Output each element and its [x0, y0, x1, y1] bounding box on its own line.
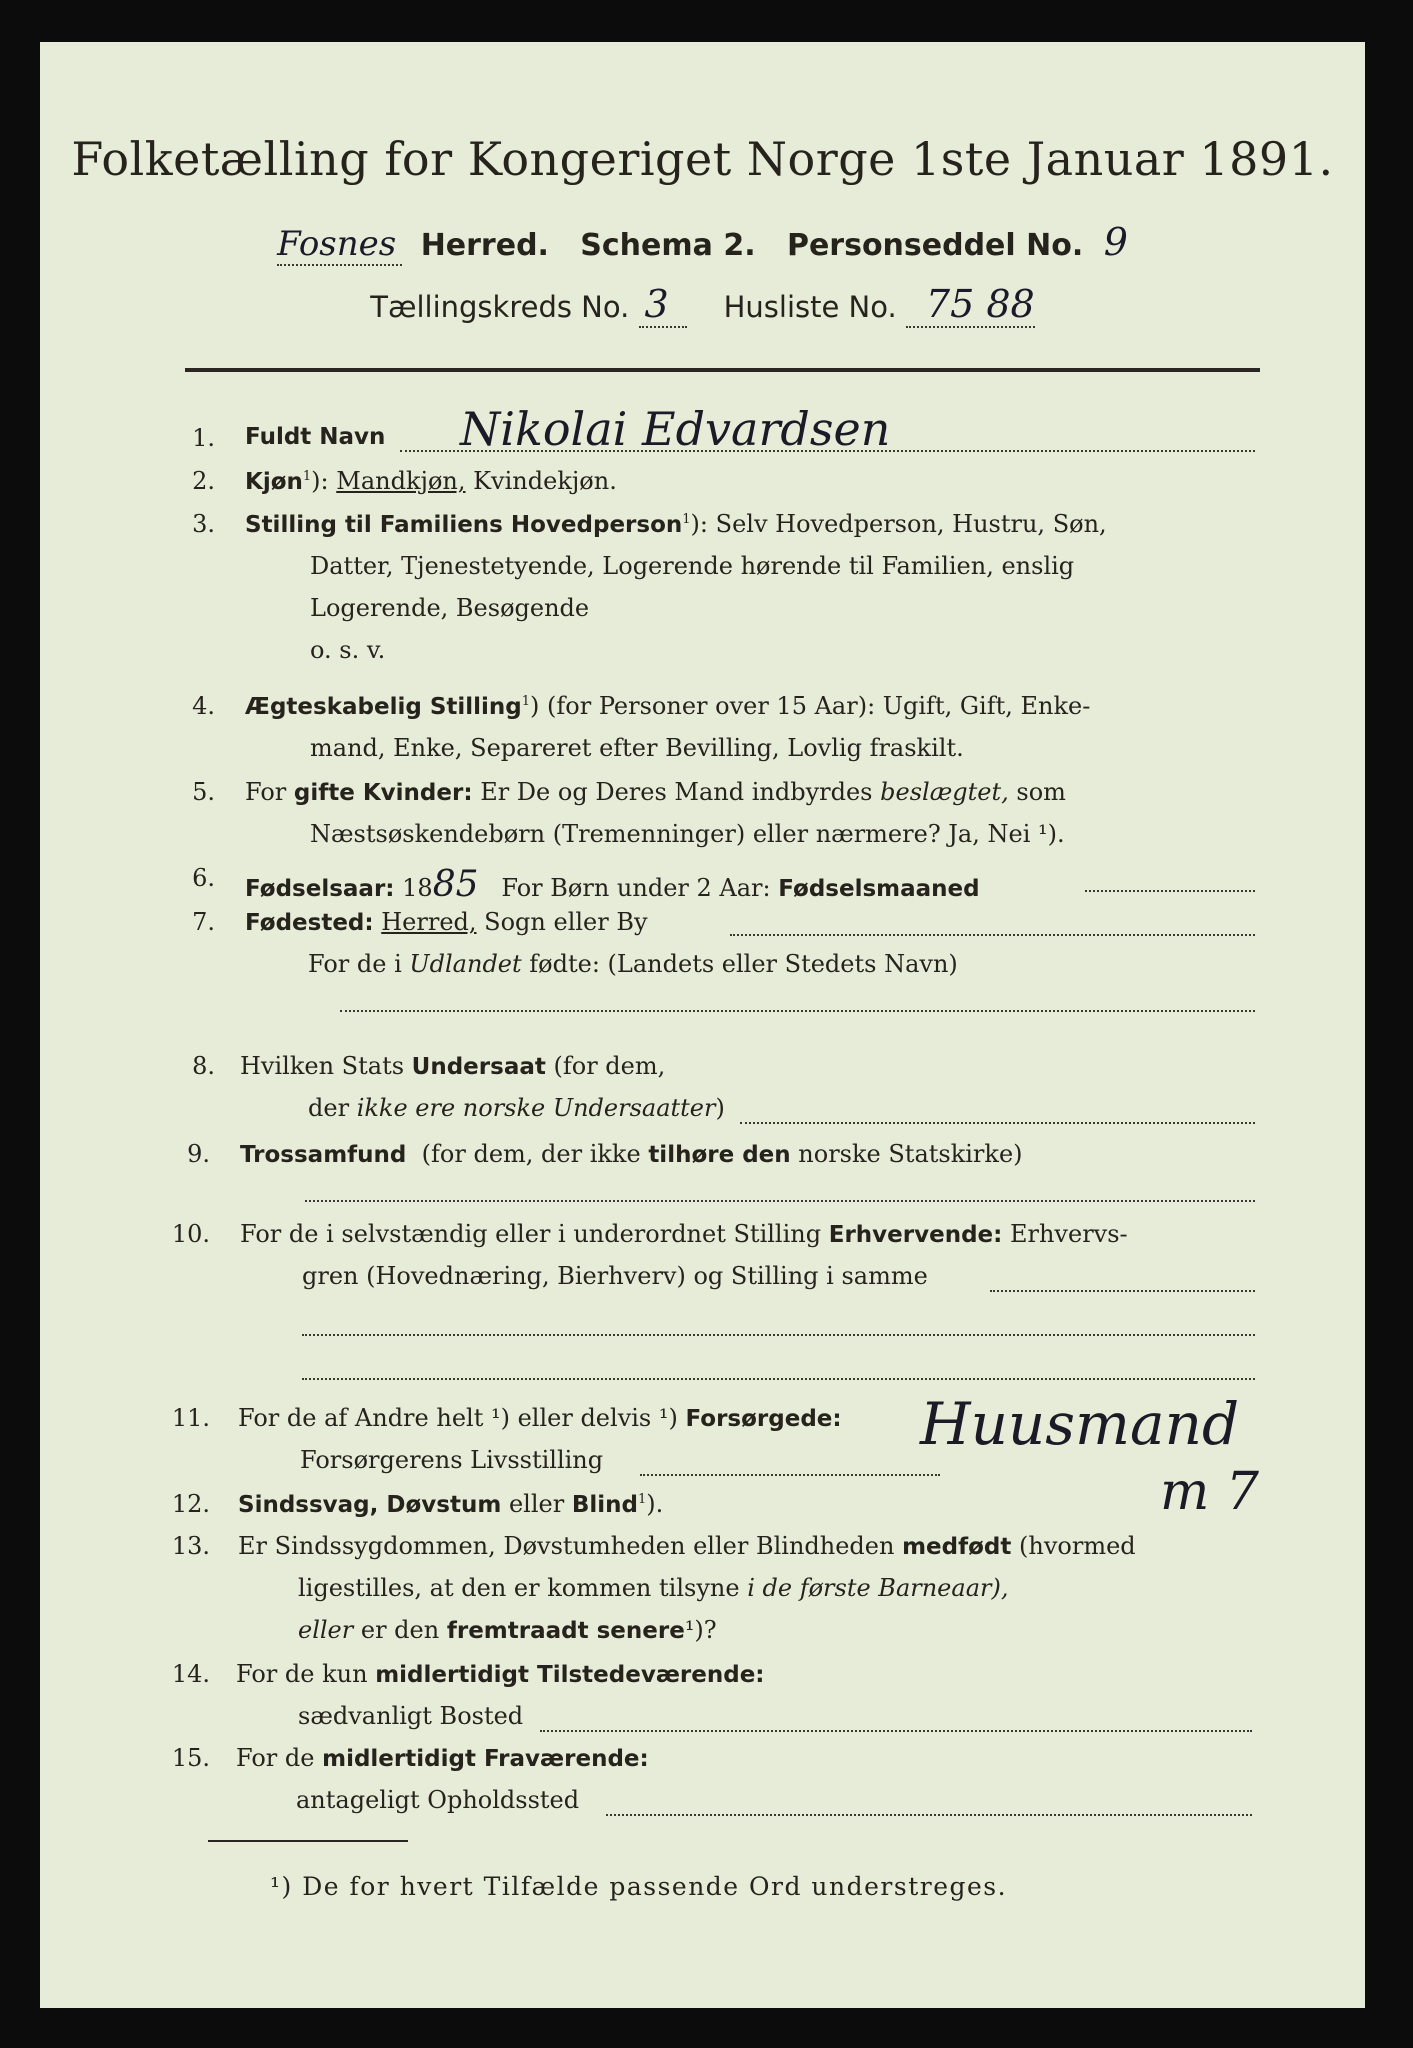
item-text: For de kun [236, 1660, 368, 1688]
item-3-line-2: Datter, Tjenestetyende, Logerende hørende til Familien, enslig [310, 552, 1075, 580]
item-text: For Børn under 2 Aar: [501, 874, 771, 902]
item-text-italic: ikke ere norske Undersaatter [356, 1094, 716, 1122]
item-15-answer-line [606, 1814, 1252, 1816]
item-4-line-2: mand, Enke, Separeret efter Bevilling, Lovlig fraskilt. [310, 734, 964, 762]
item-13-line-3 [298, 1616, 717, 1644]
item-text: Sogn eller By [484, 908, 648, 936]
census-form: Folketælling for Kongeriget Norge 1ste Januar 1891. Fosnes Herred. Schema 2. Personseddel No. 9 Tællingskreds No. 3 Husliste No. 75 88 1. Fuldt Navn Nikolai Edvardsen 2. Kjøn$^1$): Mandkjøn, Kvindekjøn. 3. Stilling til Familiens Hovedperson$^1$): Selv Hovedperson, Hustru, Søn, Datter, Tjenestetyende, Logerende hørende til Familien, enslig Logerende, Besøgende o. s. v. 4. Ægteskabelig Stilling$^1$) (for Personer over 15 Aar): Ugift, Gift, Enke- mand, Enke, Separeret efter Bevilling, Lovlig fraskilt. 5. For gifte Kvinder: Er De og Deres Mand indbyrdes beslægtet, som Næstsøskendebørn (Tremenninger) eller nærmere? Ja, Nei ¹). 6. Fødselsaar: 1885 For Børn under 2 Aar: Fødselsmaaned 7. Fødested: Herred, Sogn eller By For de i Udlandet fødte: (Landets eller Stedets Navn) 8. Hvilken Stats Undersaat (for dem, der ikke ere norske Undersaatter) 9. Trossamfund (for dem, der ikke tilhøre den norske Statskirke) 10. For de i selvstændig eller i underordnet Stilling Erhvervende: Erhvervs- gren (Hovednæring, Bierhverv) og Stilling i samme 11. For de af Andre helt ¹) eller delvis ¹) Forsørgede: Forsørgerens Livsstilling Huusmand 12. Sindssvag, Døvstum eller Blind$^1$). m 7 13. Er Sindssygdommen, Døvstumheden eller Blindheden medfødt (hvormed ligestilles, at den er kommen tilsyne i de første Barneaar), eller er den fremtraadt senere¹)? 14. For de kun midlertidigt Tilstedeværende: sædvanligt Bosted 15. For de midlertidigt Fraværende: antageligt Opholdssted ¹) De for hvert Tilfælde passende Ord understreges. [40, 42, 1365, 2008]
item-number: 13. [171, 1532, 210, 1560]
item-number: 7. [192, 908, 215, 936]
item-9-answer-line [305, 1200, 1255, 1202]
item-14-line-2 [298, 1702, 523, 1730]
item-number: 1. [192, 424, 215, 452]
item-label-3: fremtraadt senere [446, 1618, 685, 1644]
item-text-end: ¹)? [684, 1616, 717, 1644]
item-label: gifte Kvinder: [293, 780, 473, 806]
item-14-answer-line [540, 1730, 1252, 1732]
item-text-2: (for dem, [553, 1052, 666, 1080]
item-text: Er Sindssygdommen, Døvstumheden eller Blindheden [238, 1532, 895, 1560]
item-15-line-2 [296, 1786, 579, 1814]
item-5-line-2: Næstsøskendebørn (Tremenninger) eller nærmere? Ja, Nei ¹). [310, 820, 1065, 848]
name-answer: Nikolai Edvardsen [460, 402, 891, 456]
item-text-2: norske Statskirke) [798, 1140, 1023, 1168]
item-13-line-2 [298, 1574, 1008, 1602]
item-label: Ægteskabelig Stilling [245, 694, 522, 720]
item-text: er den [360, 1616, 440, 1644]
item-10-answer-line-3 [302, 1378, 1255, 1380]
item-number: 6. [192, 864, 215, 892]
footnote: ¹) De for hvert Tilfælde passende Ord understreges. [270, 1872, 1008, 1901]
item-text-italic: i de første Barneaar), [747, 1574, 1009, 1602]
item-label: medfødt [902, 1534, 1012, 1560]
item-text: ligestilles, at den er kommen tilsyne [298, 1574, 740, 1602]
item-label: Forsørgede: [685, 1406, 842, 1432]
option-herred: Herred, [381, 908, 477, 936]
husliste-answer: 75 88 [906, 282, 1035, 328]
footnote-rule [208, 1840, 408, 1842]
item-number: 4. [192, 692, 215, 720]
item-label: Sindssvag, Døvstum [238, 1492, 502, 1518]
item-text: (for Personer over 15 Aar): Ugift, Gift, Enke- [547, 692, 1091, 720]
item-label: Erhvervende: [828, 1222, 1003, 1248]
husliste-label: Husliste No. [723, 290, 897, 324]
kreds-label: Tællingskreds No. [370, 290, 630, 324]
item-number: 10. [171, 1220, 210, 1248]
item-label-2: Blind [571, 1492, 638, 1518]
item-text: Selv Hovedperson, Hustru, Søn, [715, 510, 1107, 538]
item-text: sædvanligt Bosted [298, 1702, 524, 1730]
item-number: 3. [192, 510, 215, 538]
item-label: midlertidigt Tilstedeværende: [375, 1662, 765, 1688]
item-text: For de i [308, 950, 402, 978]
item-label: Fødested: [245, 910, 374, 936]
item-number: 11. [171, 1404, 210, 1432]
item-text: Hvilken Stats [240, 1052, 405, 1080]
item-10-answer-line-2 [302, 1334, 1255, 1336]
item-text-2: Erhvervs- [1009, 1220, 1128, 1248]
item-3-line-4: o. s. v. [310, 636, 386, 664]
item-text: Er De og Deres Mand indbyrdes [480, 778, 873, 806]
item-label-2: Fødselsmaaned [778, 876, 980, 902]
item-11-line-2 [300, 1446, 603, 1474]
answer-line [1085, 890, 1255, 892]
forsorger-answer: Huusmand [920, 1390, 1240, 1458]
item-text-italic: beslægtet, [880, 778, 1009, 806]
herred-answer: Fosnes [277, 224, 402, 266]
item-label: Trossamfund [240, 1142, 407, 1168]
item-text: For de af Andre helt ¹) eller delvis ¹) [238, 1404, 678, 1432]
herred-line [40, 220, 1365, 264]
item-text-pre: For [245, 778, 287, 806]
header-rule [185, 368, 1260, 372]
item-7-answer-line [340, 1010, 1255, 1012]
item-number: 8. [192, 1052, 215, 1080]
item-number: 9. [187, 1140, 210, 1168]
item-text: For de [236, 1744, 315, 1772]
herred-label: Herred. [420, 228, 549, 263]
item-label-2: tilhøre den [648, 1142, 791, 1168]
item-label: Undersaat [411, 1054, 546, 1080]
item-text-end: som [1016, 778, 1066, 806]
schema-label: Schema 2. [580, 228, 756, 263]
item-number: 5. [192, 778, 215, 806]
item-8-line-2: der ikke ere norske Undersaatter) [308, 1094, 725, 1122]
item-text-italic: Udlandet [409, 950, 522, 978]
item-text: For de i selvstændig eller i underordnet Stilling [240, 1220, 822, 1248]
form-title: Folketælling for Kongeriget Norge 1ste Januar 1891. [71, 132, 1334, 186]
item-number: 15. [171, 1744, 210, 1772]
item-text: (for dem, der ikke [421, 1140, 641, 1168]
item-3-line-3: Logerende, Besøgende [310, 594, 590, 622]
item-number: 2. [192, 467, 215, 495]
option-mandkjon: Mandkjøn, [336, 467, 466, 495]
item-label: Stilling til Familiens Hovedperson [245, 512, 683, 538]
item-text: gren (Hovednæring, Bierhverv) og Stilling i samme [302, 1262, 928, 1290]
item-text: antageligt Opholdssted [296, 1786, 580, 1814]
item-text: der [308, 1094, 350, 1122]
personseddel-label: Personseddel No. [786, 228, 1084, 263]
item-text: Forsørgerens Livsstilling [300, 1446, 604, 1474]
year-prefix: 18 [402, 874, 433, 902]
item-10-answer-line-1 [990, 1290, 1255, 1292]
kreds-line [40, 282, 1365, 326]
answer-line [730, 934, 1255, 936]
item-text: eller [508, 1490, 565, 1518]
item-label: midlertidigt Fraværende: [322, 1746, 649, 1772]
item-10-line-2 [302, 1262, 928, 1290]
birth-year-answer: 85 [432, 864, 479, 905]
item-text-italic: eller [298, 1616, 354, 1644]
personseddel-answer: 9 [1103, 220, 1128, 264]
item-label: Kjøn [245, 469, 303, 495]
item-8-answer-line [740, 1122, 1255, 1124]
item-label: Fødselsaar: [245, 876, 395, 902]
option-kvindekjon: Kvindekjøn. [473, 467, 617, 495]
item-text-2: (hvormed [1019, 1532, 1136, 1560]
item-7-line-2 [308, 950, 958, 978]
item-label: Fuldt Navn [245, 424, 386, 450]
item-number: 14. [171, 1660, 210, 1688]
item-11-answer-line [640, 1474, 940, 1476]
item-number: 12. [171, 1490, 210, 1518]
kreds-answer: 3 [639, 282, 687, 328]
sindssvag-answer: m 7 [1160, 1462, 1259, 1522]
item-text-end: fødte: (Landets eller Stedets Navn) [529, 950, 958, 978]
